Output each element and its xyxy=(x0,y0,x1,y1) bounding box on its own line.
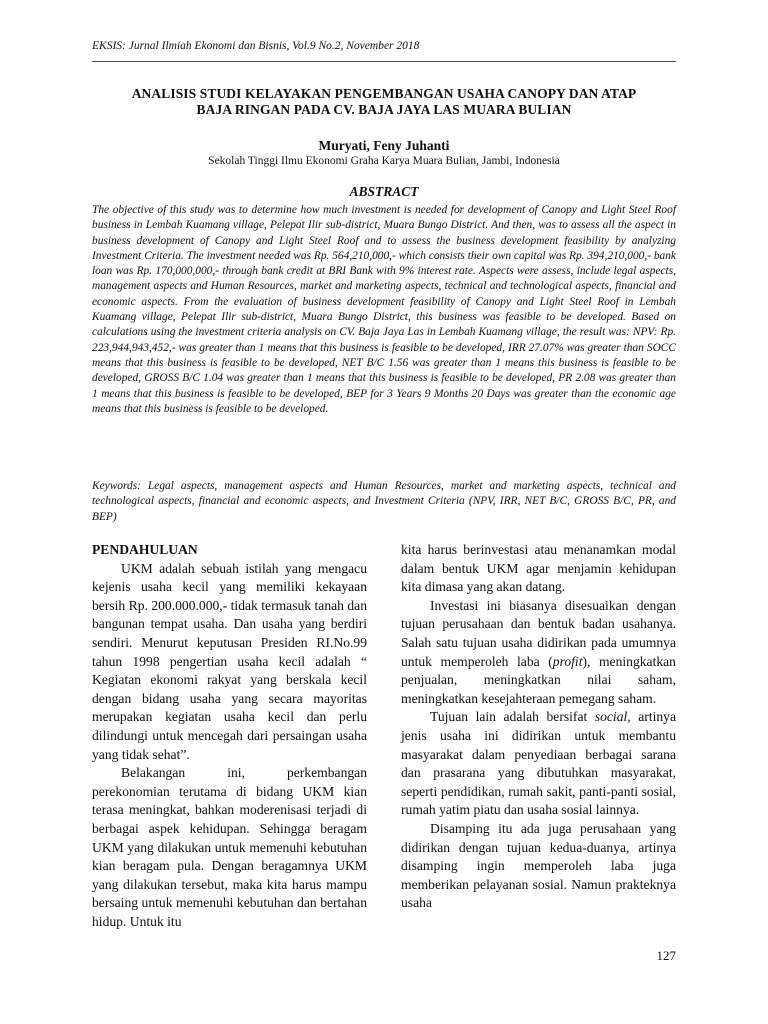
title-line-1: ANALISIS STUDI KELAYAKAN PENGEMBANGAN USAHA CANOPY DAN ATAP xyxy=(131,86,637,101)
paragraph: Disamping itu ada juga perusahaan yang didirikan dengan tujuan kedua-duanya, artinya disamping ingin memperoleh laba juga memberikan pelayanan sosial. Namun prakteknya usaha xyxy=(401,820,676,911)
paragraph-text: ), meningkatkan penjualan, meningkatkan nilai saham, meningkatkan kesejahteraan pemegang saham. xyxy=(401,653,676,706)
paper-title xyxy=(92,86,676,118)
keywords: Keywords: Legal aspects, management aspects and Human Resources, market and marketing aspects, technical and technological aspects, financial and economic aspects, and Investment Criteria (NPV, IRR, NET B/C, GROSS B/C, PR, and BEP) xyxy=(92,480,676,523)
paragraph xyxy=(401,708,676,820)
paragraph: Belakangan ini, perkembangan perekonomian terutama di bidang UKM kian terasa meningkat, bahkan moderenisasi terjadi di berbagai aspek kehidupan. Sehingga beragam UKM yang dilakukan untuk memenuhi kebutuhan kian beragam pula. Dengan beragamnya UKM yang dilakukan tersebut, maka kita harus mampu bersaing untuk memenuhi kebutuhan dan bertahan hidup. Untuk itu xyxy=(92,765,367,929)
italic-term: social xyxy=(594,709,628,725)
author-names: Muryati, Feny Juhanti xyxy=(318,138,450,153)
running-header: EKSIS: Jurnal Ilmiah Ekonomi dan Bisnis, Vol.9 No.2, November 2018 xyxy=(92,40,420,52)
italic-term: profit xyxy=(552,653,583,669)
paragraph-text: Tujuan lain adalah bersifat xyxy=(430,709,595,725)
paragraph-text: Investasi ini biasanya disesuaikan dengan tujuan perusahaan dan bentuk badan usahanya. Salah satu tujuan usaha didirikan pada umumnya untuk memperoleh laba ( xyxy=(401,597,676,669)
title-line-2: BAJA RINGAN PADA CV. BAJA JAYA LAS MUARA BULIAN xyxy=(196,102,572,117)
page-number: 127 xyxy=(656,948,676,963)
author-affiliation: Sekolah Tinggi Ilmu Ekonomi Graha Karya Muara Bulian, Jambi, Indonesia xyxy=(208,155,560,167)
header-divider xyxy=(92,61,676,62)
body-column-right xyxy=(401,541,676,913)
paragraph xyxy=(401,597,676,709)
paragraph: UKM adalah sebuah istilah yang mengacu kejenis usaha kecil yang memiliki kekayaan bersih Rp. 200.000.000,- tidak termasuk tanah dan bangunan tempat usaha. Dan usaha yang berdiri sendiri. Menurut keputusan Presiden RI.No.99 tahun 1998 pengertian usaha kecil adalah “ Kegiatan ekonomi rakyat yang berskala kecil dengan bidang usaha yang secara mayoritas merupakan kegiatan usaha kecil dan perlu dilindungi untuk mencegah dari persaingan usaha yang tidak sehat”. xyxy=(92,560,367,762)
abstract-heading: ABSTRACT xyxy=(349,184,419,199)
paragraph: kita harus berinvestasi atau menanamkan modal dalam bentuk UKM agar menjamin kehidupan kita dimasa yang akan datang. xyxy=(401,542,676,595)
body-column-left xyxy=(92,541,367,931)
section-heading-pendahuluan: PENDAHULUAN xyxy=(92,542,198,557)
paragraph-text: , artinya jenis usaha ini didirikan untuk membantu masyarakat dalam penyediaan berbagai sarana dan prasarana yang dibutuhkan masyarakat, seperti pendidikan, rumah sakit, panti-panti sosial, rumah yatim piatu dan usaha sosial lainnya. xyxy=(401,709,676,818)
abstract-text: The objective of this study was to determine how much investment is needed for development of Canopy and Light Steel Roof business in Lembah Kuamang village, Pelepat Ilir sub-district, Muara Bungo District. And then, was to assess all the aspect in business development of Canopy and Light Steel Roof and to assess the business development feasibility by analyzing Investment Criteria. The investment needed was Rp. 564,210,000,- which consists their own capital was Rp. 394,210,000,- bank loan was Rp. 170,000,000,- through bank credit at BRI Bank with 9% interest rate. Aspects were assess, include legal aspects, management aspects and Human Resources, market and marketing aspects, technical and technological aspects, financial and economic aspects. From the evaluation of business development feasibility of Canopy and Light Steel Roof in Lembah Kuamang village, Pelepat Ilir sub-district, Muara Bungo District, this business was feasible to be developed. Based on calculations using the investment criteria analysis on CV. Baja Jaya Las in Lembah Kuamang village, the result was: NPV: Rp. 223,944,943,452,- was greater than 1 means that this business is feasible to be developed, IRR 27.07% was greater than SOCC means that this business is feasible to be developed, NET B/C 1.56 was greater than 1 means this business is feasible to be developed, GROSS B/C 1.04 was greater than 1 means that this business is feasible to be developed, PR 2.08 was greater than 1 means that this business is feasible to be developed, BEP for 3 Years 9 Months 20 Days was greater than the economic age means that this business is feasible to be developed. xyxy=(92,204,676,415)
